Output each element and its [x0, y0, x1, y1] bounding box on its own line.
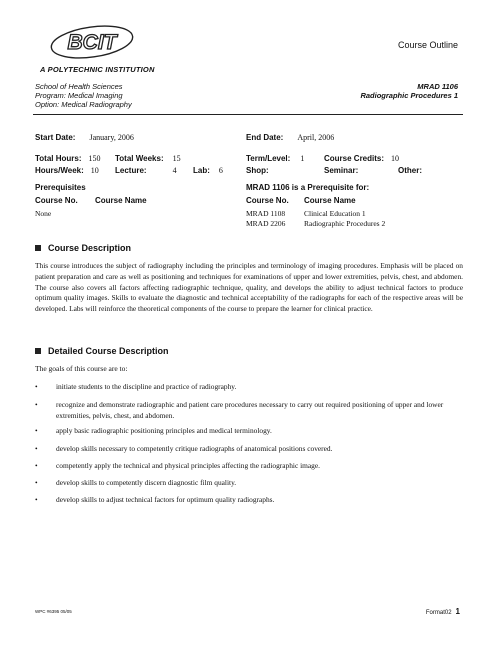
start-date-value: January, 2006 [89, 133, 134, 142]
bullet-icon: • [35, 382, 38, 391]
goal-item [35, 461, 463, 472]
lab-value: 6 [218, 166, 223, 175]
school-block [35, 82, 132, 109]
prereq-for-row-name: Clinical Education 1 [304, 209, 366, 218]
total-hours-label: Total Hours: [35, 154, 82, 163]
footer-page [426, 607, 460, 616]
square-bullet-icon [35, 245, 41, 251]
course-description-title: Course Description [48, 243, 132, 253]
course-code: MRAD 1106 [417, 82, 458, 91]
term-value: 1 [300, 154, 305, 163]
goal-item [35, 400, 463, 421]
bullet-icon: • [35, 461, 38, 470]
start-date [35, 127, 134, 145]
prereq-for-heading: MRAD 1106 is a Prerequisite for: [246, 183, 370, 192]
page-number: 1 [455, 607, 460, 616]
course-description-text: This course introduces the subject of radiography including the principles and terminology of imaging procedures. Emphasis will be placed on patient preparation and care as well as positioning and techniques for examinations of upper and lower extremities, pelvis, chest, and abdomen. The course also covers all factors affecting radiographic technique, quality, and develops the ability to adjust technical factors to produce optimum quality images. Skills to evaluate the diagnostic and technical acceptability of the radiographs for each of the respective areas will be developed. Labs will reinforce the theoretical components of the course to prepare the learner for clinical practice. [35, 261, 463, 314]
goal-text: initiate students to the discipline and practice of radiography. [56, 382, 237, 391]
lab-label: Lab: [193, 166, 210, 175]
bullet-icon: • [35, 426, 38, 435]
prereq-for-col-name: Course Name [304, 196, 356, 205]
total-weeks-label: Total Weeks: [115, 154, 164, 163]
prereq-for-row-no: MRAD 1108 [246, 209, 286, 218]
bullet-icon: • [35, 478, 38, 487]
doc-type: Course Outline [397, 40, 458, 50]
total-hours-value: 150 [88, 154, 101, 163]
lab-hours [193, 160, 223, 178]
lecture-label: Lecture: [115, 166, 147, 175]
footer-format: Format02 [425, 610, 452, 616]
bcit-logo [48, 22, 136, 62]
goal-item [35, 426, 463, 437]
goal-text: competently apply the technical and physical principles affecting the radiographic image. [56, 461, 320, 470]
start-date-label: Start Date: [35, 133, 76, 142]
shop-hours [246, 160, 269, 178]
end-date-value: April, 2006 [297, 133, 335, 142]
seminar-hours [324, 160, 358, 178]
prereq-for-col-no: Course No. [246, 196, 289, 205]
course-description-heading [35, 243, 131, 253]
prereq-col-name: Course Name [95, 196, 147, 205]
goal-text: develop skills necessary to competently critique radiographs of anatomical positions covered. [56, 444, 333, 453]
program-name: Program: Medical Imaging [35, 91, 123, 100]
end-date [246, 127, 334, 145]
tagline: A POLYTECHNIC INSTITUTION [40, 65, 155, 74]
goal-text: recognize and demonstrate radiographic and patient care procedures necessary to carry out required positioning of upper and lower extremities, pelvis, chest, and abdomen. [56, 400, 444, 420]
other-hours [398, 160, 422, 178]
hours-week-label: Hours/Week: [35, 166, 84, 175]
divider [33, 114, 463, 115]
footer-code: WPC #6395 05/05 [35, 609, 72, 614]
credits-label: Course Credits: [324, 154, 385, 163]
credits-value: 10 [391, 154, 400, 163]
goal-item [35, 382, 463, 393]
hours-week-value: 10 [90, 166, 99, 175]
lecture-value: 4 [172, 166, 177, 175]
prereq-col-no: Course No. [35, 196, 78, 205]
school-name: School of Health Sciences [35, 82, 123, 91]
bullet-icon: • [35, 495, 38, 504]
prereq-row-no: None [35, 209, 52, 218]
option-name: Option: Medical Radiography [35, 100, 132, 109]
shop-label: Shop: [246, 166, 269, 175]
detailed-description-heading [35, 346, 169, 356]
logo-text: BCIT [67, 31, 117, 54]
goal-text: develop skills to competently discern diagnostic film quality. [56, 478, 237, 487]
course-id-block [360, 82, 458, 100]
goal-item [35, 495, 463, 506]
detailed-description-title: Detailed Course Description [48, 346, 169, 356]
goal-item [35, 444, 463, 455]
goal-item [35, 478, 463, 489]
prereq-for-row-name: Radiographic Procedures 2 [304, 219, 386, 228]
prereq-for-row-no: MRAD 2206 [246, 219, 286, 228]
goals-intro: The goals of this course are to: [35, 364, 128, 373]
goal-text: develop skills to adjust technical factors for optimum quality radiographs. [56, 495, 275, 504]
end-date-label: End Date: [246, 133, 284, 142]
lecture-hours [115, 160, 177, 178]
course-title: Radiographic Procedures 1 [360, 91, 458, 100]
total-weeks-value: 15 [172, 154, 181, 163]
hours-per-week [35, 160, 99, 178]
prereq-heading: Prerequisites [35, 183, 86, 192]
square-bullet-icon [35, 348, 41, 354]
other-label: Other: [398, 166, 422, 175]
bullet-icon: • [35, 444, 38, 453]
term-label: Term/Level: [246, 154, 291, 163]
seminar-label: Seminar: [324, 166, 359, 175]
bullet-icon: • [35, 400, 38, 409]
goal-text: apply basic radiographic positioning principles and medical terminology. [56, 426, 272, 435]
